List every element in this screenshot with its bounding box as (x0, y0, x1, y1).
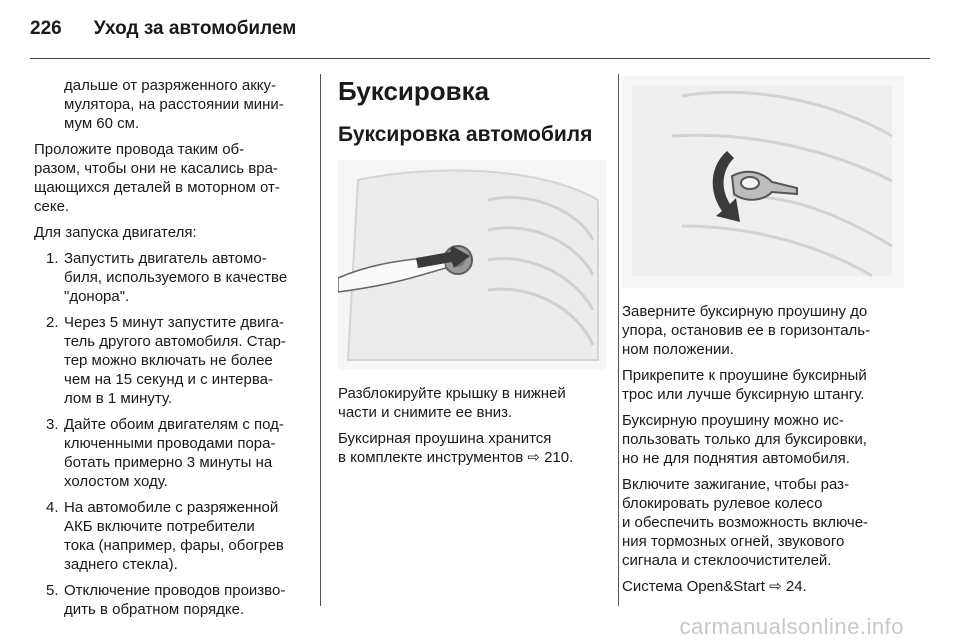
paragraph: Для запуска двигателя: (34, 224, 197, 241)
paragraph: Прикрепите к проушине буксирный трос или лучше буксирную штангу. (622, 367, 867, 403)
list-item (34, 498, 310, 574)
step-number: 1. (46, 250, 59, 267)
page-number: 226 (30, 18, 62, 39)
column-divider-1 (320, 74, 321, 606)
list-item (34, 415, 310, 491)
chapter-title: Уход за автомобилем (93, 18, 297, 39)
step-text: Отключение проводов произво- дить в обратном порядке. (64, 582, 286, 618)
column-right (622, 76, 914, 603)
step-text: На автомобиле с разряженной АКБ включите потребители тока (например, фары, обогрев заднего стекла). (64, 499, 284, 573)
list-item (34, 313, 310, 408)
step-number: 3. (46, 416, 59, 433)
paragraph: Система Open&Start ⇨ 24. (622, 578, 807, 595)
section-heading: Буксировка (338, 76, 490, 106)
paragraph: Включите зажигание, чтобы раз- блокировать рулевое колесо и обеспечить возможность включе- ния тормозных огней, звукового сигнала и стеклоочистителей. (622, 476, 869, 569)
list-item (34, 581, 310, 619)
paragraph: Буксирная проушина хранится в комплекте инструментов ⇨ 210. (338, 430, 574, 466)
header-rule (30, 58, 930, 59)
column-middle (338, 76, 606, 474)
step-number: 5. (46, 582, 59, 599)
bumper-cover-illustration (338, 160, 606, 370)
steps-list (34, 249, 310, 619)
paragraph: Буксирную проушину можно ис- пользовать только для буксировки, но не для поднятия автомобиля. (622, 412, 867, 467)
step-number: 2. (46, 314, 59, 331)
step-text: Дайте обоим двигателям с под- ключенными проводами пора- ботать примерно 3 минуты на холостом ходу. (64, 416, 284, 490)
column-left (34, 76, 310, 626)
paragraph: Проложите провода таким об- разом, чтобы они не касались вра- щающихся деталей в моторном от- секе. (34, 141, 280, 215)
section-subheading: Буксировка автомобиля (338, 123, 593, 146)
paragraph: Разблокируйте крышку в нижней части и снимите ее вниз. (338, 385, 566, 421)
page-header (30, 18, 296, 40)
towing-eye-illustration (622, 76, 904, 288)
watermark: carmanualsonline.info (679, 614, 904, 639)
continuation-text: дальше от разряженного акку- мулятора, на расстоянии мини- мум 60 см. (64, 77, 284, 132)
column-divider-2 (618, 74, 619, 606)
step-text: Запустить двигатель автомо- биля, используемого в качестве "донора". (64, 250, 288, 305)
paragraph: Заверните буксирную проушину до упора, остановив ее в горизонталь- ном положении. (622, 303, 871, 358)
step-number: 4. (46, 499, 59, 516)
list-item (34, 249, 310, 306)
step-text: Через 5 минут запустите двига- тель другого автомобиля. Стар- тер можно включать не более чем на 15 секунд и с интерва- лом в 1 минуту. (64, 314, 286, 407)
